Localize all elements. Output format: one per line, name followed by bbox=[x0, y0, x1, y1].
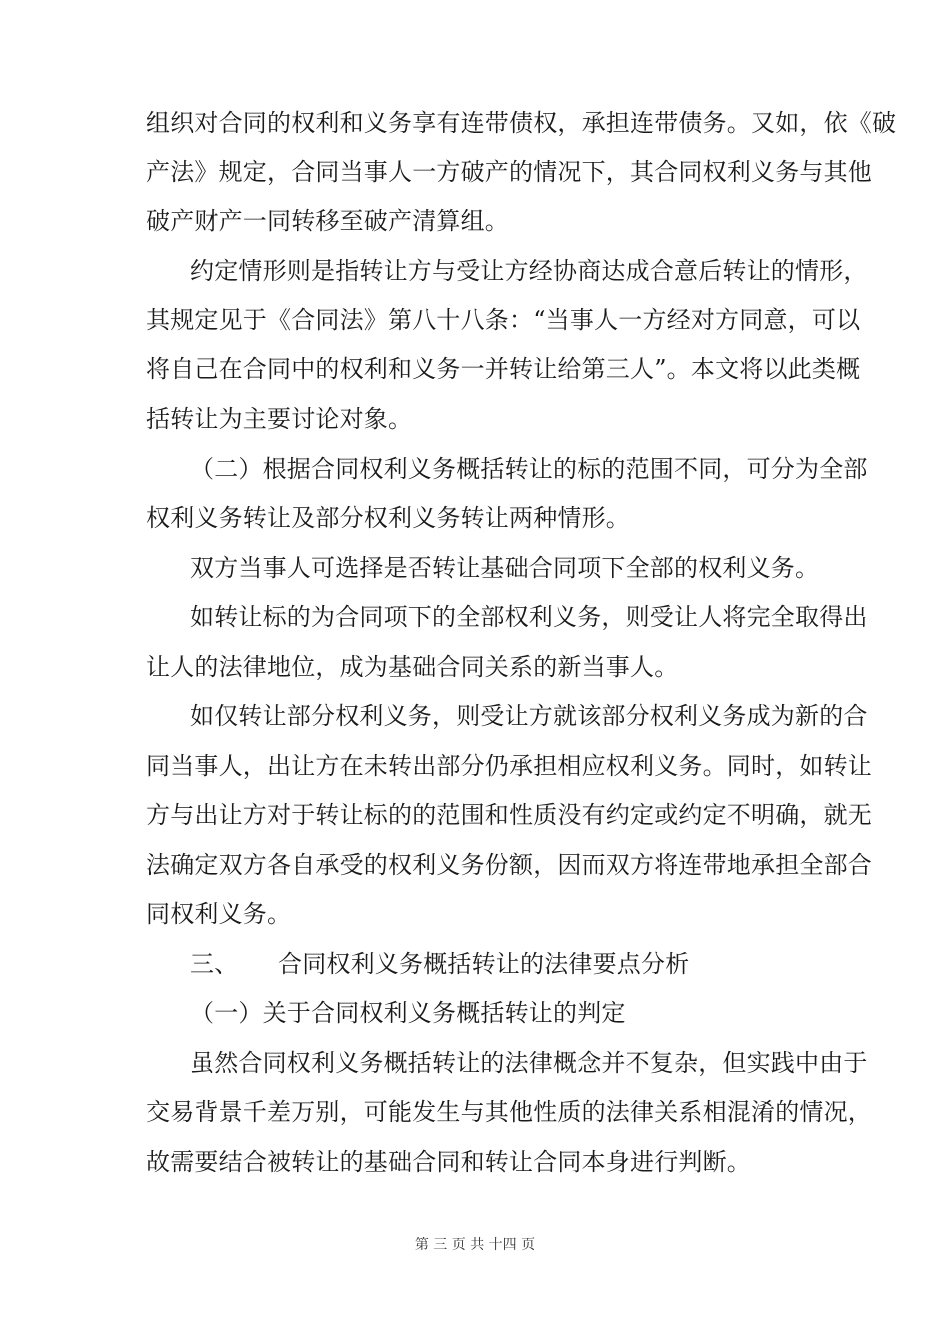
body-line: 同权利义务。 bbox=[146, 900, 292, 928]
body-line: 破产财产一同转移至破产清算组。 bbox=[146, 207, 509, 235]
body-line: 故需要结合被转让的基础合同和转让合同本身进行判断。 bbox=[146, 1148, 751, 1176]
body-line: 产法》规定，合同当事人一方破产的情况下，其合同权利义务与其他 bbox=[146, 158, 872, 186]
section-heading bbox=[190, 949, 689, 979]
body-line: 权利义务转让及部分权利义务转让两种情形。 bbox=[146, 504, 630, 532]
body-line: 约定情形则是指转让方与受让方经协商达成合意后转让的情形， bbox=[190, 257, 868, 285]
body-line: 组织对合同的权利和义务享有连带债权，承担连带债务。又如，依《破 bbox=[146, 109, 897, 137]
body-line: 同当事人，出让方在未转出部分仍承担相应权利义务。同时，如转让 bbox=[146, 752, 872, 780]
body-line: （二）根据合同权利义务概括转让的标的范围不同，可分为全部 bbox=[190, 455, 868, 483]
body-line: 双方当事人可选择是否转让基础合同项下全部的权利义务。 bbox=[190, 554, 820, 582]
page-number-footer: 第 三 页 共 十四 页 bbox=[414, 1237, 536, 1253]
subheading: （一）关于合同权利义务概括转让的判定 bbox=[190, 999, 626, 1027]
body-line: 如仅转让部分权利义务，则受让方就该部分权利义务成为新的合 bbox=[190, 702, 868, 730]
body-line: 交易背景千差万别，可能发生与其他性质的法律关系相混淆的情况， bbox=[146, 1098, 872, 1126]
section-title: 合同权利义务概括转让的法律要点分析 bbox=[278, 950, 690, 978]
body-line: 让人的法律地位，成为基础合同关系的新当事人。 bbox=[146, 653, 679, 681]
section-number: 三、 bbox=[190, 950, 239, 978]
body-line: 法确定双方各自承受的权利义务份额，因而双方将连带地承担全部合 bbox=[146, 851, 872, 879]
body-line: 如转让标的为合同项下的全部权利义务，则受让人将完全取得出 bbox=[190, 603, 868, 631]
body-line: 虽然合同权利义务概括转让的法律概念并不复杂，但实践中由于 bbox=[190, 1049, 868, 1077]
body-line: 将自己在合同中的权利和义务一并转让给第三人”。本文将以此类概 bbox=[146, 355, 861, 383]
body-line: 其规定见于《合同法》第八十八条：“当事人一方经对方同意，可以 bbox=[146, 306, 861, 334]
body-line: 括转让为主要讨论对象。 bbox=[146, 405, 413, 433]
body-line: 方与出让方对于转让标的的范围和性质没有约定或约定不明确，就无 bbox=[146, 801, 872, 829]
